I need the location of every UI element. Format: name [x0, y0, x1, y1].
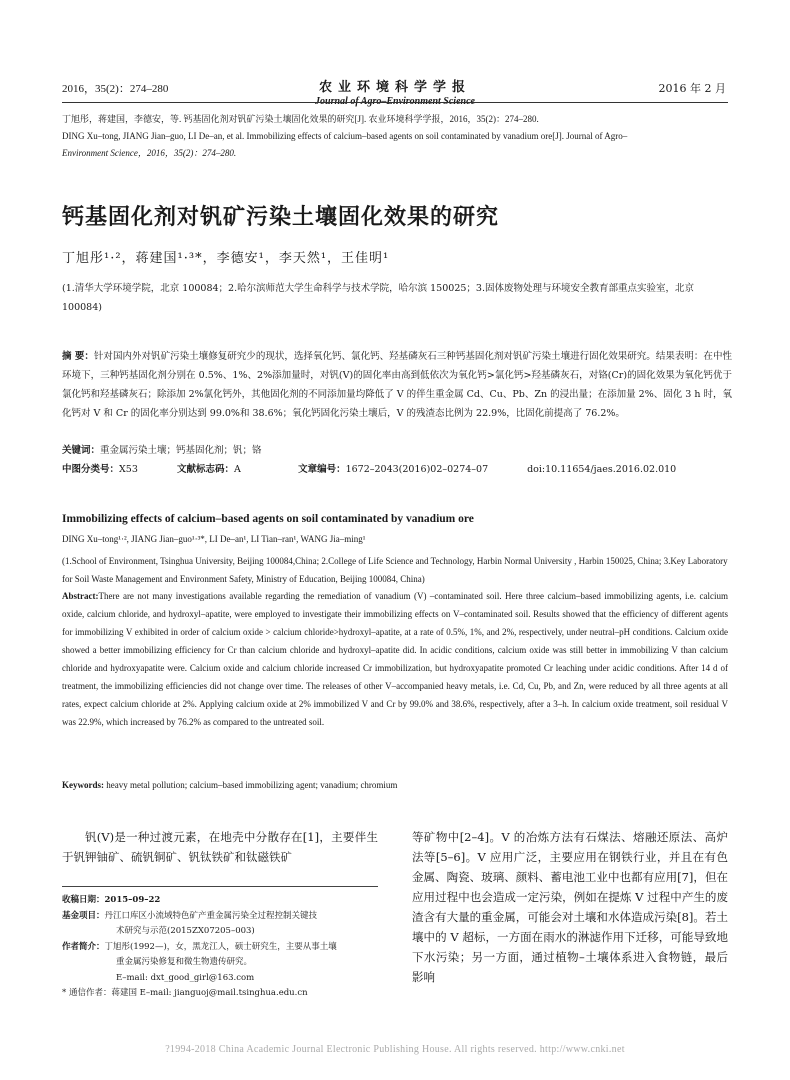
author-list: 丁旭彤¹·²，蒋建国¹·³*，李德安¹，李天然¹，王佳明¹: [62, 251, 390, 266]
bio-line-1: [62, 940, 382, 956]
bio-email: E–mail: dxt_good_girl@163.com: [116, 972, 255, 983]
citation-en-line1: DING Xu–tong, JIANG Jian–guo, LI De–an, et al. Immobilizing effects of calcium–based agents on soil contaminated by vanadium ore[J]. Journal of Agro–: [62, 131, 628, 141]
citation-en: [62, 128, 728, 162]
body-paragraph-right: 等矿物中[2–4]。V 的冶炼方法有石煤法、熔融还原法、高炉法等[5–6]。V 应用广泛，主要应用在钢铁行业，并且在有色金属、陶瓷、玻璃、颜料、蓄电池工业中也都有应用[7]，但在应用过程中也会造成一定污染，例如在提炼 V 过程中产生的废渣含有大量的重金属，可能会对土壤和水体造成污染[8]。若土壤中的 V 超标，一方面在雨水的淋滤作用下迁移，可能导致地下水污染；另一方面，通过植物–土壤体系进入食物链，最后影响: [412, 830, 728, 984]
citation-cn: 丁旭彤，蒋建国，李德安，等. 钙基固化剂对钒矿污染土壤固化效果的研究[J]. 农业环境科学学报，2016，35(2)：274–280.: [62, 114, 539, 124]
doc-code-label: 文献标志码：: [177, 464, 235, 475]
abstract-en-text: There are not many investigations available regarding the remediation of vanadium (V) –contaminated soil. Here three calcium–based immobilizing agents, i.e. calcium oxide, calcium chloride, and hydroxyl–apatite, were employed to investigate their immobilizing effects on V–contaminated soil. Results showed that the efficiency of different agents for immobilizing V exhibited in order of calcium oxide > calcium chloride>hydroxyl–apatite, at a rate of 0.5%, 1%, and 2%, respectively, under neutral–pH conditions. Calcium oxide showed a better immobilizing efficiency for Cr than calcium chloride and hydroxyl–apatite did. In acidic conditions, calcium oxide was still better in immobilizing V than calcium chloride and hydroxyapatite were. Calcium oxide and calcium chloride increased Cr immobilization, but hydroxyapatite promoted Cr leaching under acidic conditions. After 14 d of treatment, the immobilizing efficiencies did not change over time. The releases of other V–accompanied heavy metals, i.e. Cd, Cu, Pb, and Zn, were reduced by all three agents at all rates, expect calcium chloride at 2%. Applying calcium oxide at 2% immobilized V and Cr by 99.0% and 38.6%, respectively, after a 3–h. In calcium oxide treatment, soil residual V was 22.9%, which increased by 76.2% as compared to the untreated soil.: [62, 591, 728, 727]
abstract-en-label: Abstract:: [62, 591, 99, 601]
affiliation: (1.清华大学环境学院，北京 100084；2.哈尔滨师范大学生命科学与技术学院，哈尔滨 150025；3.固体废物处理与环境安全教育部重点实验室，北京 100084): [62, 283, 694, 313]
fund-line-1: [62, 909, 382, 925]
doc-code: A: [234, 464, 241, 475]
fund-line-2: 术研究与示范(2015ZX07205–003): [116, 926, 255, 936]
journal-name-en: Journal of Agro–Environment Science: [315, 96, 475, 107]
bio-label: 作者简介：: [62, 941, 105, 952]
paper-title: 钙基固化剂对钒矿污染土壤固化效果的研究: [62, 205, 500, 230]
abstract-en: [62, 587, 728, 731]
doi: doi:10.11654/jaes.2016.02.010: [527, 464, 677, 475]
bio-text-1: 丁旭彤(1992—)，女，黑龙江人，硕士研究生，主要从事土壤: [104, 941, 337, 952]
footnotes: [62, 893, 382, 1002]
abstract-cn-label: 摘 要：: [62, 351, 94, 362]
classification-row: [62, 461, 676, 475]
issue-info: 2016，35(2)：274–280: [62, 83, 169, 95]
article-number-label: 文章编号：: [298, 464, 346, 475]
keywords-en-label: Keywords:: [62, 780, 104, 790]
citation-en-line2: Environment Science，2016，35(2)：274–280.: [62, 148, 237, 158]
fund-text-1: 丹江口库区小流域特色矿产重金属污染全过程控制关键技: [104, 910, 318, 921]
issue-date: 2016 年 2 月: [658, 82, 726, 95]
copyright-footer: ?1994-2018 China Academic Journal Electronic Publishing House. All rights reserved. http://www.cnki.net: [165, 1044, 625, 1055]
class-number: X53: [119, 464, 138, 475]
journal-name-cn: 农业环境科学学报: [318, 80, 471, 95]
english-title: Immobilizing effects of calcium–based agents on soil contaminated by vanadium ore: [62, 513, 474, 525]
received-date: 收稿日期：2015–09–22: [62, 895, 161, 905]
english-authors: DING Xu–tong¹·², JIANG Jian–guo¹·³*, LI De–an¹, LI Tian–ran¹, WANG Jia–ming¹: [62, 534, 366, 544]
keywords-cn: [62, 442, 262, 456]
keywords-cn-text: 重金属污染土壤；钙基固化剂；钒；铬: [100, 445, 262, 456]
fund-label: 基金项目：: [62, 910, 105, 921]
body-paragraph-left: 钒(V)是一种过渡元素，在地壳中分散存在[1]，主要伴生于钒钾铀矿、硫钒铜矿、钒钛铁矿和钛磁铁矿: [62, 830, 378, 864]
class-number-label: 中图分类号：: [62, 464, 120, 475]
english-affiliation: (1.School of Environment, Tsinghua University, Beijing 100084,China; 2.College of Life Science and Technology, Harbin Normal University , Harbin 150025, China; 3.Key Laboratory for Soil Waste Management and Environment Safety, Ministry of Education, Beijing 100084, China): [62, 556, 728, 584]
keywords-cn-label: 关键词：: [62, 445, 101, 456]
abstract-cn: [62, 347, 732, 423]
footnote-divider: [62, 886, 378, 887]
abstract-cn-text: 针对国内外对钒矿污染土壤修复研究少的现状，选择氧化钙、氯化钙、羟基磷灰石三种钙基固化剂对钒矿污染土壤进行固化效果研究。结果表明：在中性环境下，三种钙基固化剂分别在 0.5%、1%、2%添加量时，对钒(V)的固化率由高到低依次为氧化钙>氯化钙>羟基磷灰石，对铬(Cr)的固化效果为氧化钙优于氯化钙和羟基磷灰石；除添加 2%氯化钙外，其他固化剂的不同添加量均降低了 V 的伴生重金属 Cd、Cu、Pb、Zn 的浸出量；在添加量 2%、固化 3 h 时，氧化钙对 V 和 Cr 的固化率分别达到 99.0%和 38.6%；氧化钙固化污染土壤后，V 的残渣态比例为 22.9%，比固化前提高了 76.2%。: [62, 351, 732, 419]
corresponding-author: * 通信作者：蒋建国 E–mail: jianguoj@mail.tsinghua.edu.cn: [62, 988, 308, 998]
bio-line-2: 重金属污染修复和微生物遗传研究。: [116, 957, 253, 967]
header-divider: [62, 102, 728, 103]
keywords-en-text: heavy metal pollution; calcium–based immobilizing agent; vanadium; chromium: [106, 780, 398, 790]
keywords-en: [62, 780, 397, 790]
article-number: 1672–2043(2016)02–0274–07: [345, 464, 489, 475]
